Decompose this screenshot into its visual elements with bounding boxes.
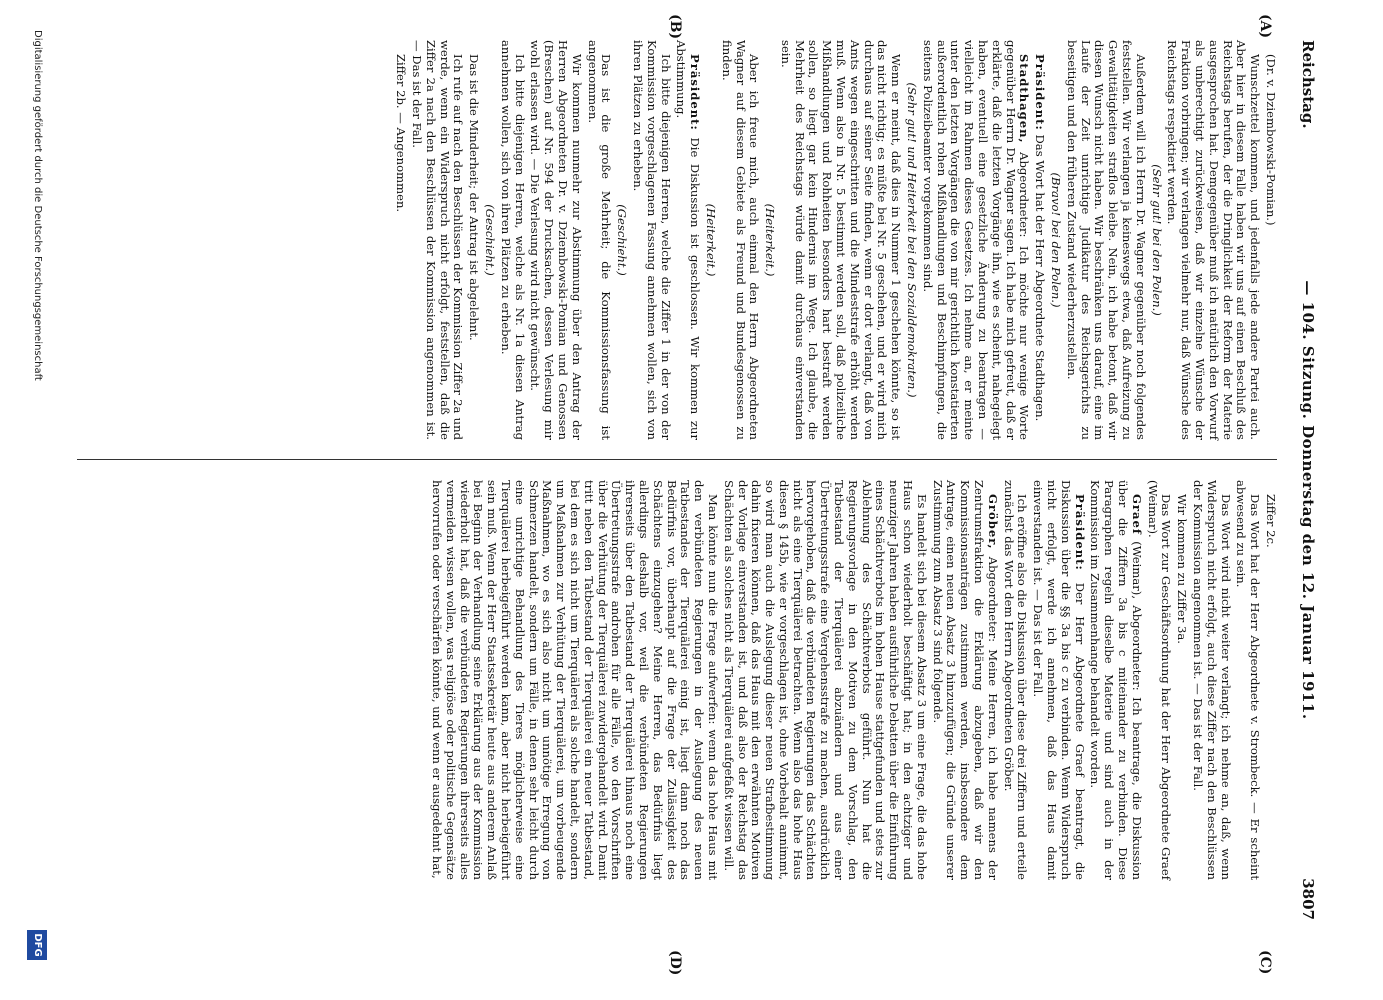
paragraph: [1030, 480, 1085, 880]
margin-mark-d: (D): [667, 950, 683, 976]
paragraph: Das Wort wird nicht weiter verlangt; ich nehme an, daß, wenn Widerspruch nicht erfolgt, auch diese Ziffer nach den Beschlüssen der Kommission angenommen ist. — Das ist der Fall.: [1191, 480, 1233, 880]
paragraph: (Geschieht.): [482, 204, 497, 276]
paragraph: Ziffer 2b. — Angenommen.: [394, 54, 409, 213]
paragraph: [1088, 480, 1143, 880]
speaker-name: Präsident:: [688, 54, 703, 131]
paragraph: Wunschzettel kommen, und jedenfalls jede andere Partei auch. Aber hier in diesem Falle haben wir uns auf einen Beschluß des Reichstags berufen, der die Dringlichkeit der Reform der Materie ausgesprochen hat. Demgegenüber muß ich natürlich den Vorwurf als unberechtigt zurückweisen, daß wir einzelne Wünsche der Fraktion vorbringen; wir verlangen vielmehr nur, daß Wünsche des Reichstags respektiert werden.: [1165, 40, 1263, 440]
paragraph: Wir kommen zu Ziffer 3a.: [1175, 494, 1190, 644]
paragraph: [930, 480, 999, 880]
paragraph: Aber ich freue mich, auch einmal den Herrn Abgeordneten Wagner auf diesem Gebiete als Freund und Bundesgenossen zu finden.: [719, 40, 762, 440]
left-column: [391, 40, 1277, 440]
speech-text: Das Wort hat der Herr Abgeordnete Stadthagen.: [1033, 134, 1048, 422]
paragraph: Außerdem will ich Herrn Dr. Wagner gegenüber noch folgendes feststellen. Wir verlangen ja keineswegs etwa, daß Aufreizung zu Gewalttätigkeiten straflos bleibe. Nein, ich habe betont, daß wir diesen Wunsch nicht haben. Wir beschränken uns darauf, eine im Laufe der Zeit unrichtige Judikatur des Reichsgerichts zu beseitigen und den früheren Zustand wiederherzustellen.: [1064, 40, 1148, 440]
footer: [13, 0, 53, 1000]
paragraph: (Heiterkeit.): [763, 203, 778, 277]
margin-mark-c: (C): [1257, 950, 1273, 975]
paragraph: Ich rufe auf nach den Beschlüssen der Kommission Ziffer 2a und werde, wenn ein Widerspruch nicht erfolgt, feststellen, daß die Ziffer 2a nach den Beschlüssen der Kommission angenommen ist. — Das ist der Fall.: [409, 40, 466, 440]
paragraph: [920, 40, 1030, 440]
paragraph: Das Wort hat der Herr Abgeordnete v. Strombeck. — Er scheint abwesend zu sein.: [1234, 480, 1263, 880]
paragraph: (Bravo! bei den Polen.): [1049, 172, 1064, 308]
paragraph: Ich bitte diejenigen Herren, welche die Ziffer 1 in der von der Kommission vorgeschlagenen Fassung annehmen wollen, sich von ihren Plätzen zu erheben.: [630, 40, 673, 440]
paragraph: Das ist die große Mehrheit; die Kommissionsfassung ist angenommen.: [585, 40, 614, 440]
paragraph: Ziffer 2c.: [1264, 494, 1278, 548]
paragraph: Es handelt sich bei diesem Absatz 3 um eine Frage, die das hohe Haus schon wiederholt beschäftigt hat; in den achtziger und neunziger Jahren haben ausführliche Debatten über die Einführung eines Schächtverbots im hohen Hause stattgefunden und stets zur Ablehnung des Schächtverbots geführt. Nun hat die Regierungsvorlage in den Motiven zu dem Vorschlag, den Tatbestand der Tierquälerei abzuändern und aus einer Übertretungsstrafe eine Vergehensstrafe zu machen, ausdrücklich hervorgehoben, daß die verbündeten Regierungen das Schächten nicht als eine Tierquälerei betrachten. Wenn also das hohe Haus diesen § 145b, wie er vorgeschlagen ist, ohne Vorbehalt annimmt, so wird man auch die Auslegung dieser neuen Strafbestimmung dahin fixieren können, daß das Haus mit den erwähnten Motiven der Vorlage einverstanden ist, und daß also der Reichstag das Schächten als solches nicht als Tierquälerei aufgefaßt wissen will.: [721, 480, 929, 880]
paragraph: [674, 40, 702, 440]
paragraph: Das ist die Minderheit; der Antrag ist abgelehnt.: [467, 54, 482, 341]
paragraph: Ich eröffne also die Diskussion über diese drei Ziffern und erteile zunächst das Wort dem Herrn Abgeordneten Gröber.: [1001, 480, 1030, 880]
column-divider: [77, 459, 1277, 460]
header-session: — 104. Sitzung. Donnerstag den 12. Januar 1911.: [1299, 280, 1317, 720]
speaker-name: Präsident:: [1072, 494, 1087, 571]
paragraph: [1032, 40, 1046, 440]
paragraph: Wir kommen nunmehr zur Abstimmung über den Antrag der Herren Abgeordneten Dr. v. Dziembowski-Pomian und Genossen (Breschen) auf Nr. 594 der Drucksachen, dessen Verlesung mir wohl erlassen wird. — Die Verlesung wird nicht gewünscht.: [528, 40, 584, 440]
paragraph: (Sehr gut! und Heiterkeit bei den Sozialdemokraten.): [905, 82, 920, 398]
dfg-logo: DFG: [27, 930, 47, 960]
paragraph: (Sehr gut! bei den Polen.): [1149, 164, 1164, 316]
paragraph: (Heiterkeit.): [703, 203, 718, 277]
footer-credit: Digitalisierung gefördert durch die Deutsche Forschungsgemeinschaft: [32, 30, 43, 381]
speech-text: Der Herr Abgeordnete Graef beantragt, die Diskussion über die §§ 3a bis c zu verbinden. Wenn Widerspruch nicht erfolgt, werde ich annehmen, daß das Haus damit einverstanden ist. — Das ist der Fall.: [1031, 480, 1087, 880]
page-header: [1289, 40, 1323, 920]
speech-text: (Weimar), Abgeordneter: Ich beantrage, die Diskussion über die Ziffern 3a bis c miteinander zu verbinden. Diese Paragraphen regeln dieselbe Materie und sind auch in der Kommission im Zusammenhange behandelt worden.: [1088, 480, 1144, 880]
paragraph: (Dr. v. Dziembowski-Pomian.): [1264, 54, 1278, 226]
paragraph: Man könnte nun die Frage aufwerfen: wenn das hohe Haus mit den verbündeten Regierungen in der Auslegung des neuen Tatbestandes der Tierquälerei einig ist, liegt dann noch das Bedürfnis vor, überhaupt auf die Frage der Zulässigkeit des Schächtens einzugehen? Meine Herren, das Bedürfnis liegt allerdings deshalb vor, weil die verbündeten Regierungen ihrerseits über den Tatbestand der Tierquälerei hinaus noch eine Übertretungsstrafe androhen für alle Fälle, wo den Vorschriften über die Verhütung der Tierquälerei zuwidergehandelt wird. Damit tritt neben den Tatbestand der Tierquälerei ein neuer Tatbestand, bei dem es sich nicht um Tierquälerei als solche handelt, sondern um Maßnahmen zur Verhütung der Tierquälerei, um vorbeugende Maßnahmen, wo es sich also nicht um unnötige Erregung von Schmerzen handelt, sondern um Fälle, in denen sehr leicht durch eine unrichtige Behandlung des Tieres möglicherweise eine Tierquälerei herbeigeführt werden kann, aber nicht herbeigeführt sein muß. Wenn der Herr Staatssekretär heute aus anderem Anlaß bei Beginn der Verhandlung seine Erklärung aus der Kommission wiederholt hat, daß die verbündeten Regierungen ihrerseits alles vermeiden wissen wollen, was religiöse oder politische Gegensätze hervorrufen oder verschärfen könnte, und wenn er ausgedehnt hat,: [429, 480, 720, 880]
paragraph: Das Wort zur Geschäftsordnung hat der Herr Abgeordnete Graef (Weimar).: [1145, 480, 1174, 880]
speaker-name: Präsident:: [1033, 54, 1048, 131]
paragraph: Ich bitte diejenigen Herren, welche als Nr. 1a diesen Antrag annehmen wollen, sich von ihren Plätzen zu erheben.: [498, 40, 527, 440]
right-column: [427, 480, 1277, 880]
speech-text: Abgeordneter: Meine Herren, ich habe namens der Zentrumsfraktion die Erklärung abzugeben, daß wir den Kommissionsanträgen zustimmen werden, insbesondere dem Antrage, einen neuen Absatz 3 hinzuzufügen; die Gründe unserer Zustimmung zum Absatz 3 sind folgende.: [930, 480, 1000, 880]
paragraph: (Geschieht.): [615, 204, 630, 276]
margin-mark-a: (A): [1257, 14, 1273, 39]
speaker-name: Gröber,: [985, 494, 1000, 550]
paragraph: Wenn er meint, daß dies in Nummer 1 geschehen könnte, so ist das nicht richtig; es müßte bei Nr. 5 geschehen, und er wird mich durchaus auf seiner Seite finden, wenn er dort verlangt, daß von Amts wegen eingeschritten und die Mindeststrafe erhöht werden muß. Wenn also in Nr. 5 bestimmt werden soll, daß polizeiliche Mißhandlungen und Rohheiten besonders hart bestraft werden sollen, so liegt gar kein Hindernis im Wege. Ich glaube, die Mehrheit des Reichstags würde damit durchaus einverstanden sein.: [778, 40, 904, 440]
speech-text: Abgeordneter: Ich möchte nur wenige Worte gegenüber Herrn Dr. Wagner sagen. Ich habe mich gefreut, daß er erklärte, daß die letzten Vorgänge ihn, wie es scheint, nahegelegt haben, eventuell eine gesetzliche Änderung zu beantragen — vielleicht im Rahmen dieses Gesetzes. Ich nehme an, er meinte unter den letzten Vorgängen die von mir gerichtlich konstatierten außerordentlich rohen Mißhandlungen und Beschimpfungen, die seitens Polizeibeamter vorgekommen sind.: [920, 40, 1032, 440]
speech-text: Die Diskussion ist geschlossen. Wir kommen zur Abstimmung.: [674, 40, 703, 440]
header-left: Reichstag.: [1299, 40, 1317, 129]
speaker-name: Stadthagen,: [1017, 54, 1032, 144]
speaker-name: Graef: [1129, 494, 1144, 535]
margin-mark-b: (B): [667, 14, 683, 40]
page-number: 3807: [1299, 878, 1317, 920]
